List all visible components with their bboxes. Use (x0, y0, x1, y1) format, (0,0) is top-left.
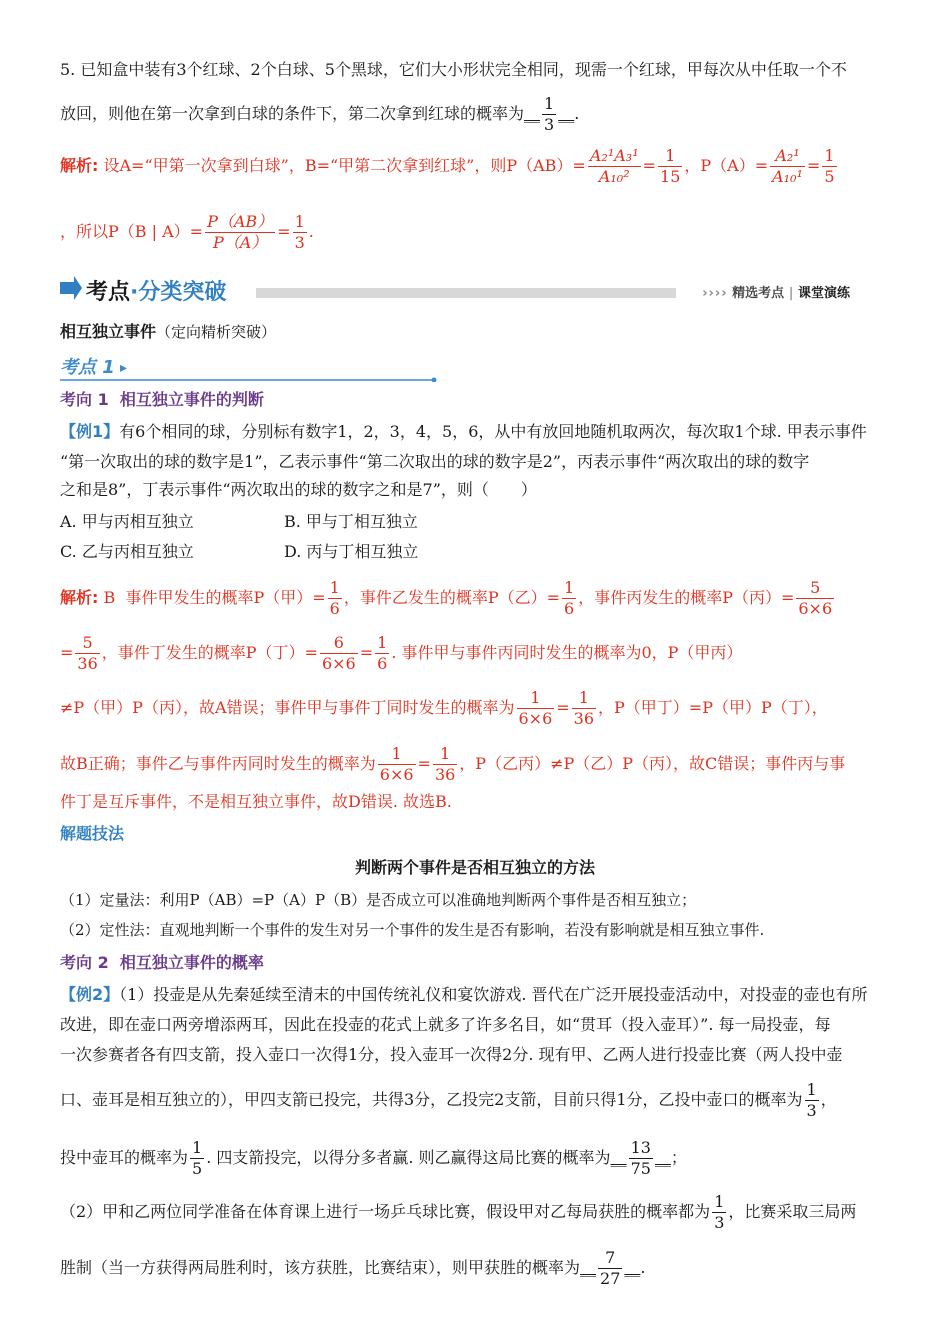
q5-solution-line2: ，所以P（B | A）= $\frac{P(AB)}{P(A)}$ = $\frac{1}{3}$ . (60, 212, 314, 252)
example-1-line2: “第一次取出的球的数字是1”，乙表示事件“第二次取出的球的数字是2”，丙表示事件“两次取出的球的数字 (60, 452, 810, 471)
example-1-options-ab: A. 甲与丙相互独立 B. 甲与丁相互独立 (60, 512, 418, 531)
q5-line1: 5. 已知盒中装有3个红球、2个白球、5个黑球，它们大小形状完全相同，现需一个红球，甲每次从中任取一个不 (60, 60, 847, 79)
section-heading: 相互独立事件（定向精析突破） (60, 322, 277, 341)
solution-1-line5: 件丁是互斥事件，不是相互独立事件，故D错误. 故选B. (60, 792, 452, 811)
q5-solution-line1: 解析: 设A=“甲第一次拿到白球”，B=“甲第二次拿到红球”，则P（AB）= $\frac{\text{A₂¹A₃¹}}{\text{A₁₀²}}$ = $\frac{1}{15}$ ，P（A）= $\frac{\text{A₂¹}}{\text{A₁₀¹}}$ = $\frac{1}{5}$ (60, 146, 835, 186)
direction-1: 考向 1 相互独立事件的判断 (60, 390, 264, 409)
example-1-options-cd: C. 乙与丙相互独立 D. 丙与丁相互独立 (60, 542, 419, 561)
solution-1-line3: ≠P（甲）P（丙），故A错误；事件甲与事件丁同时发生的概率为 $\frac{1}{6\times 6}$ = $\frac{1}{36}$ ，P（甲丁）=P（甲）P（丁）， (60, 688, 828, 728)
example-2-line3: 一次参赛者各有四支箭，投入壶口一次得1分，投入壶耳一次得2分. 现有甲、乙两人进行投壶比赛（两人投中壶 (60, 1045, 843, 1064)
tips-label: 解题技法 (60, 824, 125, 843)
banner-title: 考点·分类突破 (86, 280, 227, 305)
example-1-line1: 【例1】有6个相同的球，分别标有数字1，2，3，4，5，6，从中有放回地随机取两次，每次取1个球. 甲表示事件 (60, 422, 867, 441)
banner-bar (256, 288, 676, 298)
kaodian-1-tag: 考点 1 ▸ (60, 356, 440, 382)
example-2-part2-line1: （2）甲和乙两位同学准备在体育课上进行一场乒乓球比赛，假设甲对乙每局获胜的概率都为 $\frac{1}{3}$ ，比赛采取三局两 (60, 1192, 857, 1232)
banner-right: ›››› 精选考点 | 课堂演练 (702, 286, 850, 301)
banner-arrow-icon (60, 276, 82, 300)
tips-point-1: （1）定量法：利用P（AB）=P（A）P（B）是否成立可以准确地判断两个事件是否相互独立； (60, 891, 697, 909)
section-banner (60, 276, 890, 312)
example-2-line2: 改进，即在壶口两旁增添两耳，因此在投壶的花式上就多了许多名目，如“贯耳（投入壶耳）”. 每一局投壶，每 (60, 1015, 831, 1034)
tips-point-2: （2）定性法：直观地判断一个事件的发生对另一个事件的发生是否有影响，若没有影响就是相互独立事件. (60, 921, 765, 939)
example-2-line1: 【例2】（1）投壶是从先秦延续至清末的中国传统礼仪和宴饮游戏. 晋代在广泛开展投壶活动中，对投壶的壶也有所 (60, 985, 868, 1004)
kaodian-arrow-icon: ▸ (120, 360, 128, 376)
solution-1-line4: 故B正确；事件乙与事件丙同时发生的概率为 $\frac{1}{6\times 6}$ = $\frac{1}{36}$ ，P（乙丙）≠P（乙）P（丙），故C错误；事件丙与事 (60, 744, 846, 784)
direction-2: 考向 2 相互独立事件的概率 (60, 953, 264, 972)
example-2-line4: 口、壶耳是相互独立的），甲四支箭已投完，共得3分，乙投完2支箭，目前只得1分，乙投中壶口的概率为 $\frac{1}{3}$ ， (60, 1080, 837, 1120)
example-2-line5: 投中壶耳的概率为 $\frac{1}{5}$ . 四支箭投完，以得分多者赢. 则乙赢得这局比赛的概率为__ $\frac{13}{75}$ __； (60, 1138, 687, 1178)
example-1-line3: 之和是8”，丁表示事件“两次取出的球的数字之和是7”，则（ ） (60, 480, 537, 499)
solution-1-line2: = $\frac{5}{36}$ ，事件丁发生的概率P（丁）= $\frac{6}{6\times 6}$ = $\frac{1}{6}$ . 事件甲与事件丙同时发生的概率为0，P（甲丙） (60, 633, 743, 673)
example-2-part2-line2: 胜制（当一方获得两局胜利时，该方获胜，比赛结束），则甲获胜的概率为__ $\frac{7}{27}$ __. (60, 1248, 646, 1288)
solution-1-line1: 解析: B 事件甲发生的概率P（甲）= $\frac{1}{6}$ ，事件乙发生的概率P（乙）= $\frac{1}{6}$ ，事件丙发生的概率P（丙）= $\frac{5}{6\times 6}$ (60, 578, 833, 618)
q5-line2: 放回，则他在第一次拿到白球的条件下，第二次拿到红球的概率为__ $\frac{1}{3}$ __. (60, 94, 580, 134)
tips-title: 判断两个事件是否相互独立的方法 (354, 858, 595, 877)
kaodian-underline (60, 356, 440, 382)
